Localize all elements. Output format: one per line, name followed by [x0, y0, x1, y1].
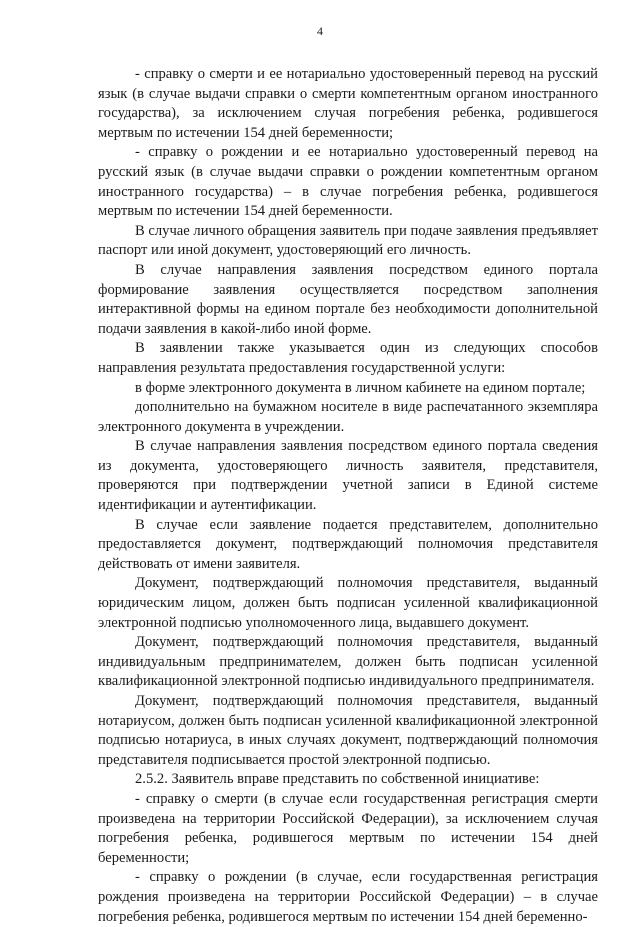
paragraph: - справку о смерти (в случае если государственная регистрация смерти произведена на территории Российской Федерации), за исключением случая погребения ребенка, родившегося мертвым по истечении 154 дней беременности; — [98, 790, 598, 866]
paragraph: дополнительно на бумажном носителе в виде распечатанного экземпляра электронного документа в учреждении. — [98, 399, 598, 435]
document-body — [98, 65, 598, 927]
paragraph: В случае направления заявления посредством единого портала сведения из документа, удостоверяющего личность заявителя, представителя, проверяются при подтверждении учетной записи в Единой системе идентификации и аутентификации. — [98, 438, 598, 514]
paragraph: Документ, подтверждающий полномочия представителя, выданный юридическим лицом, должен быть подписан усиленной квалификационной электронной подписью уполномоченного лица, выдавшего документ. — [98, 575, 598, 631]
section-heading: 2.5.2. Заявитель вправе представить по собственной инициативе: — [135, 771, 540, 788]
page-number: 4 — [317, 24, 323, 38]
paragraph: в форме электронного документа в личном кабинете на едином портале; — [135, 379, 586, 396]
paragraph: - справку о рождении (в случае, если государственная регистрация рождения произведена на территории Российской Федерации) – в случае погребения ребенка, родившегося мертвым по истечении 154 дней беременно- — [98, 869, 598, 925]
paragraph: В случае направления заявления посредством единого портала формирование заявления осуществляется посредством заполнения интерактивной формы на едином портале без необходимости дополнительной подачи заявления в какой-либо иной форме. — [98, 261, 598, 337]
paragraph: - справку о рождении и ее нотариально удостоверенный перевод на русский язык (в случае выдачи справки о рождении компетентным органом иностранного государства) – в случае погребения ребенка, родившегося мертвым по истечении 154 дней беременности. — [98, 144, 598, 220]
paragraph: В случае если заявление подается представителем, дополнительно предоставляется документ, подтверждающий полномочия представителя действовать от имени заявителя. — [98, 516, 598, 572]
paragraph: В случае личного обращения заявитель при подаче заявления предъявляет паспорт или иной документ, удостоверяющий его личность. — [98, 222, 598, 259]
paragraph: Документ, подтверждающий полномочия представителя, выданный индивидуальным предпринимателем, должен быть подписан усиленной квалификационной электронной подписью индивидуального предпринимателя. — [98, 634, 598, 690]
paragraph: Документ, подтверждающий полномочия представителя, выданный нотариусом, должен быть подписан усиленной квалификационной электронной подписью нотариуса, в иных случаях документ, подтверждающий полномочия представителя подписывается простой электронной подписью. — [98, 693, 598, 768]
paragraph: - справку о смерти и ее нотариально удостоверенный перевод на русский язык (в случае выдачи справки о смерти компетентным органом иностранного государства), за исключением случая погребения ребенка, родившегося мертвым по истечении 154 дней беременности; — [98, 66, 598, 141]
paragraph: В заявлении также указывается один из следующих способов направления результата предоставления государственной услуги: — [98, 340, 598, 376]
